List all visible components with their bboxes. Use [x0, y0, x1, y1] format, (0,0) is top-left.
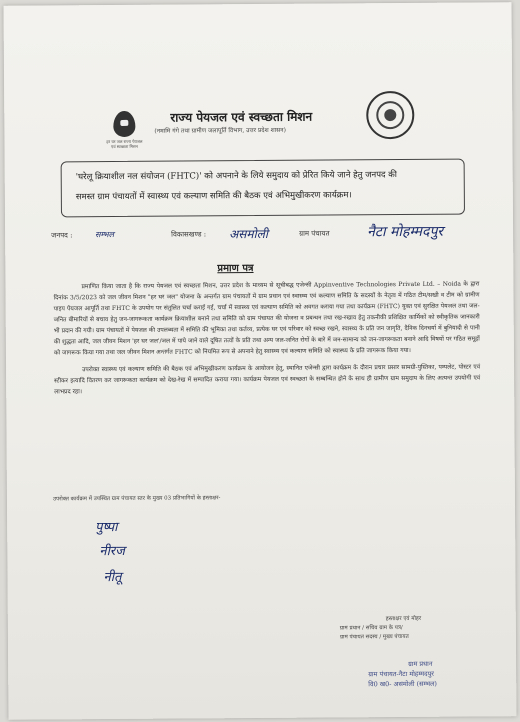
- pradhan-stamp: [368, 658, 498, 689]
- up-government-emblem-icon: [366, 91, 414, 139]
- certificate-body: [53, 278, 480, 403]
- jal-mission-logo: [104, 111, 144, 149]
- water-drop-icon: [113, 111, 135, 137]
- panchayat-value: नैटा मोहम्मदपुर: [367, 223, 444, 241]
- signatory-role-1: ग्राम प्रधान / सचिव ग्राम के पत्र/: [339, 625, 403, 632]
- stamp-line-1: ग्राम प्रधान: [408, 659, 433, 668]
- certificate-paragraph-1: प्रमाणित किया जाता है कि राज्य पेयजल एवं स्वच्छता मिशन, उत्तर प्रदेश के माध्यम से सूचीबद्ध एजेन्सी Appinventive Technologies Private Ltd. – Noida के द्वारा दिनांक 3/5/2023 को जल जीवन मिशन "हर घर जल" योजना के अन्तर्गत ग्राम पंचायतों में ग्राम प्रधान एवं स्वास्थ्य एवं कल्याण समिति के सदस्यों के नेतृत्व में गठित टीम/सखी व टीम को ग्रामीण पाइप पेयजल आपूर्ति तथा FHTC के उपयोग पर संतुलित चर्चा कराई गई, चर्चा में स्वास्थ्य एवं कल्याण समिति को अवगत कराया गया तथा कार्यक्रम (FHTC) युक्त एवं सुरक्षित पेयजल तथा जल-जनित बीमारियों से बचाव हेतु जन-जागरूकता कार्यक्रम क्रियाशील बनाने तथा समिति को ग्राम पंचायत की योजना व प्रबन्धन तथा रख-रखाव हेतु तकनीकी प्रशिक्षित कार्मिकों को स्वीकृतिक जानकारी भी प्रदान की गयी। ग्राम पंचायतों में पेयजल की उपलब्धता में समिति की भूमिका तथा कर्तव्य, प्रत्येक घर एवं परिवार को स्वच्छ रखने, स्वास्थ्य के प्रति जन जागृति, दैनिक दिनचर्या में बुनियादी से पानी की शुद्धता आदि, जल जीवन मिशन 'हर घर जल'/जल में पाये जाने वाले दूषित तत्वों के प्रति तथा अन्य जल-जनित रोगों के बारे में जन-सामान्य को जन-जागरूकता बनाने आदि विषयों पर गठित समूहों को जागरूक किया गया तथा जल जीवन मिशन अन्तर्गत FHTC को नियमित रूप से अपनाने हेतु स्वास्थ्य एवं कल्याण समिति को स्वास्थ्य के प्रति जागरूक किया गया।: [53, 280, 480, 357]
- organization-title: राज्य पेयजल एवं स्वच्छता मिशन: [170, 109, 313, 125]
- program-title-line-2: समस्त ग्राम पंचायतों में स्वास्थ्य एवं कल्याण समिति की बैठक एवं अभिमुखीकरण कार्यक्रम।: [75, 190, 352, 203]
- stamp-line-2: ग्राम पंचायत-नैटा मोहम्मदपुर: [368, 669, 434, 679]
- district-value: सम्भल: [95, 230, 115, 240]
- certificate-title: प्रमाण पत्र: [217, 263, 254, 275]
- program-title-box: [61, 159, 465, 218]
- attendance-intro: उपरोक्त कार्यक्रम में उपस्थित ग्राम पंचायत स्तर के मुख्य 03 प्रतिभागियों के हस्ताक्षर-: [52, 495, 221, 503]
- block-label: विकासखण्ड :: [171, 230, 207, 239]
- logo-caption: हर घर जल राज्य पेयजल एवं स्वच्छता मिशन: [106, 138, 143, 150]
- program-title-line-1: 'घरेलू क्रियाशील नल संयोजन (FHTC)' को अपनाने के लिये समुदाय को प्रेरित किये जाने हेतु जनपद की: [75, 170, 398, 183]
- participant-signature-1: पुष्पा: [95, 519, 118, 536]
- block-value: असमोली: [229, 226, 268, 242]
- organization-subtitle: (नमामि गंगे तथा ग्रामीण जलापूर्ति विभाग, उत्तर प्रदेश शासन): [154, 126, 286, 135]
- signature-stamp-label: हस्ताक्षर एवं मोहर: [385, 615, 422, 623]
- participant-signature-2: नीरज: [99, 543, 125, 560]
- participant-signature-3: नीतू: [103, 569, 122, 586]
- signatory-block: [340, 614, 510, 642]
- certificate-document: [4, 2, 517, 720]
- stamp-line-3: वि0 ख0- असमोली (सम्भल): [368, 679, 437, 689]
- certificate-paragraph-2: उपरोक्त स्वास्थ्य एवं कल्याण समिति की बैठक एवं अभिमुखीकरण कार्यक्रम के आयोजन हेतु, स्थानित एजेन्सी द्वारा कार्यक्रम के दौरान प्रचार प्रसार सामग्री-पुस्तिका, पम्पलेट, पोस्टर एवं स्टीकर इत्यादि वितरण कर जागरूकता कार्यक्रम को देख-रेख में सम्पादित कराया गया। कार्यक्रम पेयजल एवं स्वच्छता के सम्बन्धित होने के साथ ही ग्रामीण ग्राम समुदाय के लिए अत्यन्त उपयोगी एवं लाभप्रद रहा।: [54, 363, 481, 396]
- panchayat-label: ग्राम पंचायत: [299, 229, 330, 238]
- district-label: जनपद :: [51, 231, 73, 240]
- location-fields: [51, 223, 501, 242]
- signatory-role-2: ग्राम पंचायत सदस्य / मुख्य पंचायत: [339, 633, 409, 641]
